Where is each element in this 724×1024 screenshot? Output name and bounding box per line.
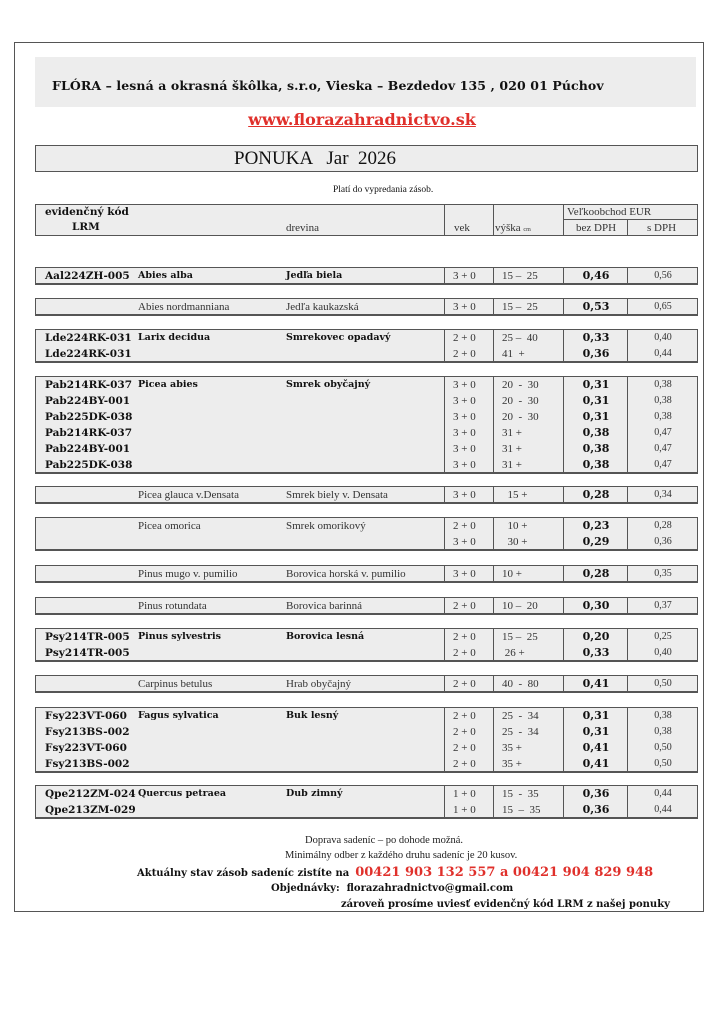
table-row: [36, 629, 697, 645]
age-cell: 2 + 0: [453, 710, 476, 722]
price-gross: 0,34: [654, 489, 672, 500]
height-cell: 30 +: [502, 536, 528, 548]
slovak-name: Smrek omorikový: [286, 520, 366, 532]
table-row: [36, 457, 697, 473]
table-row: [36, 268, 697, 284]
height-cell: 15 – 35: [502, 804, 541, 816]
table-row: [36, 409, 697, 425]
age-cell: 2 + 0: [453, 758, 476, 770]
table-row: [36, 330, 697, 346]
price-gross: 0,36: [654, 536, 672, 547]
height-cell: 35 +: [502, 758, 522, 770]
price-net: 0,33: [582, 646, 610, 659]
phone-numbers[interactable]: 00421 903 132 557 a 00421 904 829 948: [355, 865, 654, 880]
price-net: 0,31: [582, 709, 610, 722]
slovak-name: Borovica horská v. pumilio: [286, 568, 406, 580]
height-cell: 31 +: [502, 427, 522, 439]
column-divider: [627, 220, 628, 235]
latin-name: Picea omorica: [138, 520, 201, 532]
price-net: 0,46: [582, 269, 610, 282]
age-cell: 2 + 0: [453, 742, 476, 754]
price-gross: 0,50: [654, 758, 672, 769]
price-net: 0,23: [582, 519, 610, 532]
lrm-code: Psy214TR-005: [45, 647, 130, 659]
age-cell: 3 + 0: [453, 411, 476, 423]
height-cell: 20 - 30: [502, 395, 539, 407]
lrm-code: Pab214RK-037: [45, 427, 133, 439]
lrm-code: Fsy223VT-060: [45, 710, 127, 722]
table-row: [36, 802, 697, 818]
price-net: 0,29: [582, 535, 610, 548]
table-row: [36, 786, 697, 802]
table-row: [36, 518, 697, 534]
height-cell: 15 – 25: [502, 270, 538, 282]
header-code-line2: LRM: [72, 221, 100, 233]
species-block: [35, 565, 698, 583]
slovak-name: Smrek biely v. Densata: [286, 489, 388, 501]
height-cell: 25 - 34: [502, 710, 539, 722]
age-cell: 1 + 0: [453, 788, 476, 800]
header-code-line1: evidenčný kód: [45, 206, 129, 218]
price-gross: 0,44: [654, 788, 672, 799]
column-divider: [493, 205, 494, 235]
age-cell: 3 + 0: [453, 427, 476, 439]
table-row: [36, 676, 697, 692]
age-cell: 3 + 0: [453, 536, 476, 548]
header-height: [495, 222, 531, 234]
price-net: 0,41: [582, 677, 610, 690]
height-cell: 31 +: [502, 459, 522, 471]
height-cell: 25 – 40: [502, 332, 538, 344]
table-row: [36, 393, 697, 409]
age-cell: 3 + 0: [453, 443, 476, 455]
height-cell: 15 – 25: [502, 631, 538, 643]
lrm-code: Fsy223VT-060: [45, 742, 127, 754]
species-block: [35, 597, 698, 615]
height-cell: 31 +: [502, 443, 522, 455]
price-net: 0,38: [582, 458, 610, 471]
age-cell: 3 + 0: [453, 395, 476, 407]
latin-name: Abies nordmanniana: [138, 301, 230, 313]
species-block: [35, 628, 698, 662]
species-block: [35, 298, 698, 316]
latin-name: Fagus sylvatica: [138, 710, 219, 721]
latin-name: Pinus rotundata: [138, 600, 207, 612]
price-gross: 0,38: [654, 379, 672, 390]
slovak-name: Smrekovec opadavý: [286, 332, 391, 343]
price-net: 0,31: [582, 394, 610, 407]
latin-name: Abies alba: [138, 270, 193, 281]
age-cell: 3 + 0: [453, 379, 476, 391]
slovak-name: Buk lesný: [286, 710, 339, 721]
age-cell: 2 + 0: [453, 647, 476, 659]
age-cell: 2 + 0: [453, 600, 476, 612]
height-cell: 25 - 34: [502, 726, 539, 738]
latin-name: Quercus petraea: [138, 788, 227, 799]
page-frame: [14, 42, 704, 912]
lrm-code: Fsy213BS-002: [45, 758, 130, 770]
header-height-unit: cm: [523, 227, 531, 233]
height-cell: 35 +: [502, 742, 522, 754]
lrm-code: Pab224BY-001: [45, 443, 131, 455]
species-block: [35, 376, 698, 474]
lrm-code: Aal224ZH-005: [45, 270, 130, 282]
table-row: [36, 645, 697, 661]
table-row: [36, 487, 697, 503]
price-gross: 0,50: [654, 678, 672, 689]
table-row: [36, 724, 697, 740]
slovak-name: Dub zimný: [286, 788, 343, 799]
table-header: [35, 204, 698, 236]
price-net: 0,36: [582, 803, 610, 816]
price-gross: 0,38: [654, 726, 672, 737]
price-net: 0,38: [582, 426, 610, 439]
lrm-code: Pab225DK-038: [45, 459, 133, 471]
lrm-code: Fsy213BS-002: [45, 726, 130, 738]
price-net: 0,41: [582, 741, 610, 754]
latin-name: Carpinus betulus: [138, 678, 213, 690]
header-species: drevina: [286, 222, 319, 234]
table-row: [36, 425, 697, 441]
table-row: [36, 377, 697, 393]
height-cell: 40 - 80: [502, 678, 539, 690]
price-net: 0,31: [582, 725, 610, 738]
footer-minimum: Minimálny odber z každého druhu sadeníc je 20 kusov.: [285, 850, 518, 861]
price-net: 0,31: [582, 378, 610, 391]
age-cell: 3 + 0: [453, 459, 476, 471]
table-row: [36, 566, 697, 582]
age-cell: 3 + 0: [453, 301, 476, 313]
footer-stock-label: Aktuálny stav zásob sadeníc zistíte na: [137, 868, 350, 879]
table-row: [36, 346, 697, 362]
slovak-name: Borovica barinná: [286, 600, 363, 612]
header-height-label: výška: [495, 222, 521, 234]
table-row: [36, 756, 697, 772]
header-subdivider: [563, 219, 697, 220]
company-name: FLÓRA – lesná a okrasná škôlka, s.r.o, Vieska – Bezdedov 135 , 020 01 Púchov: [52, 78, 604, 93]
age-cell: 2 + 0: [453, 678, 476, 690]
age-cell: 2 + 0: [453, 520, 476, 532]
height-cell: 15 - 35: [502, 788, 539, 800]
lrm-code: Pab224BY-001: [45, 395, 131, 407]
price-gross: 0,38: [654, 395, 672, 406]
age-cell: 2 + 0: [453, 726, 476, 738]
footer-orders: [271, 883, 724, 894]
table-row: [36, 598, 697, 614]
footer-transport: Doprava sadeníc – po dohode možná.: [305, 835, 464, 846]
price-net: 0,28: [582, 488, 610, 501]
species-block: [35, 329, 698, 363]
price-gross: 0,47: [654, 443, 672, 454]
slovak-name: Hrab obyčajný: [286, 678, 352, 690]
header-net: bez DPH: [576, 222, 617, 234]
header-age: vek: [454, 222, 470, 234]
price-net: 0,31: [582, 410, 610, 423]
price-net: 0,36: [582, 787, 610, 800]
price-net: 0,20: [582, 630, 610, 643]
offer-title-box: [35, 145, 698, 172]
price-gross: 0,56: [654, 270, 672, 281]
price-gross: 0,47: [654, 427, 672, 438]
lrm-code: Qpe213ZM-029: [45, 804, 136, 816]
lrm-code: Pab214RK-037: [45, 379, 133, 391]
height-cell: 10 +: [502, 568, 522, 580]
price-gross: 0,44: [654, 348, 672, 359]
age-cell: 2 + 0: [453, 631, 476, 643]
species-block: [35, 267, 698, 285]
table-row: [36, 299, 697, 315]
order-email[interactable]: florazahradnictvo@gmail.com: [346, 883, 514, 894]
height-cell: 26 +: [502, 647, 525, 659]
species-block: [35, 707, 698, 773]
validity-note: Platí do vypredania zásob.: [333, 185, 434, 195]
offer-title: PONUKA Jar 2026: [234, 148, 397, 169]
price-gross: 0,37: [654, 600, 672, 611]
height-cell: 20 - 30: [502, 411, 539, 423]
price-gross: 0,40: [654, 332, 672, 343]
height-cell: 20 - 30: [502, 379, 539, 391]
age-cell: 3 + 0: [453, 489, 476, 501]
age-cell: 2 + 0: [453, 332, 476, 344]
price-gross: 0,38: [654, 710, 672, 721]
latin-name: Picea abies: [138, 379, 198, 390]
table-row: [36, 534, 697, 550]
price-gross: 0,38: [654, 411, 672, 422]
column-divider: [563, 205, 564, 235]
price-gross: 0,28: [654, 520, 672, 531]
price-net: 0,36: [582, 347, 610, 360]
table-row: [36, 441, 697, 457]
footer-stock: [137, 865, 724, 880]
header-wholesale: Veľkoobchod EUR: [567, 206, 652, 218]
height-cell: 10 +: [502, 520, 528, 532]
age-cell: 2 + 0: [453, 348, 476, 360]
species-block: [35, 486, 698, 504]
lrm-code: Psy214TR-005: [45, 631, 130, 643]
price-gross: 0,50: [654, 742, 672, 753]
lrm-code: Lde224RK-031: [45, 348, 132, 360]
price-gross: 0,25: [654, 631, 672, 642]
slovak-name: Smrek obyčajný: [286, 379, 371, 390]
slovak-name: Jedľa kaukazská: [286, 301, 359, 313]
lrm-code: Lde224RK-031: [45, 332, 132, 344]
height-cell: 41 +: [502, 348, 525, 360]
price-gross: 0,47: [654, 459, 672, 470]
height-cell: 15 – 25: [502, 301, 538, 313]
website-link[interactable]: www.florazahradnictvo.sk: [248, 110, 476, 129]
price-gross: 0,40: [654, 647, 672, 658]
age-cell: 3 + 0: [453, 568, 476, 580]
price-net: 0,38: [582, 442, 610, 455]
latin-name: Larix decidua: [138, 332, 211, 343]
price-net: 0,53: [582, 300, 610, 313]
price-net: 0,33: [582, 331, 610, 344]
price-net: 0,30: [582, 599, 610, 612]
latin-name: Pinus sylvestris: [138, 631, 221, 642]
latin-name: Picea glauca v.Densata: [138, 489, 239, 501]
price-gross: 0,65: [654, 301, 672, 312]
species-block: [35, 675, 698, 693]
table-row: [36, 708, 697, 724]
price-net: 0,28: [582, 567, 610, 580]
table-row: [36, 740, 697, 756]
height-cell: 10 – 20: [502, 600, 538, 612]
price-gross: 0,44: [654, 804, 672, 815]
header-gross: s DPH: [647, 222, 677, 234]
column-divider: [444, 205, 445, 235]
slovak-name: Borovica lesná: [286, 631, 365, 642]
footer-note: zároveň prosíme uviesť evidenčný kód LRM z našej ponuky: [341, 899, 670, 910]
age-cell: 3 + 0: [453, 270, 476, 282]
price-net: 0,41: [582, 757, 610, 770]
lrm-code: Pab225DK-038: [45, 411, 133, 423]
latin-name: Pinus mugo v. pumilio: [138, 568, 238, 580]
species-block: [35, 785, 698, 819]
price-gross: 0,35: [654, 568, 672, 579]
lrm-code: Qpe212ZM-024: [45, 788, 136, 800]
slovak-name: Jedľa biela: [286, 270, 343, 281]
species-block: [35, 517, 698, 551]
height-cell: 15 +: [502, 489, 528, 501]
orders-label: Objednávky:: [271, 883, 340, 894]
age-cell: 1 + 0: [453, 804, 476, 816]
